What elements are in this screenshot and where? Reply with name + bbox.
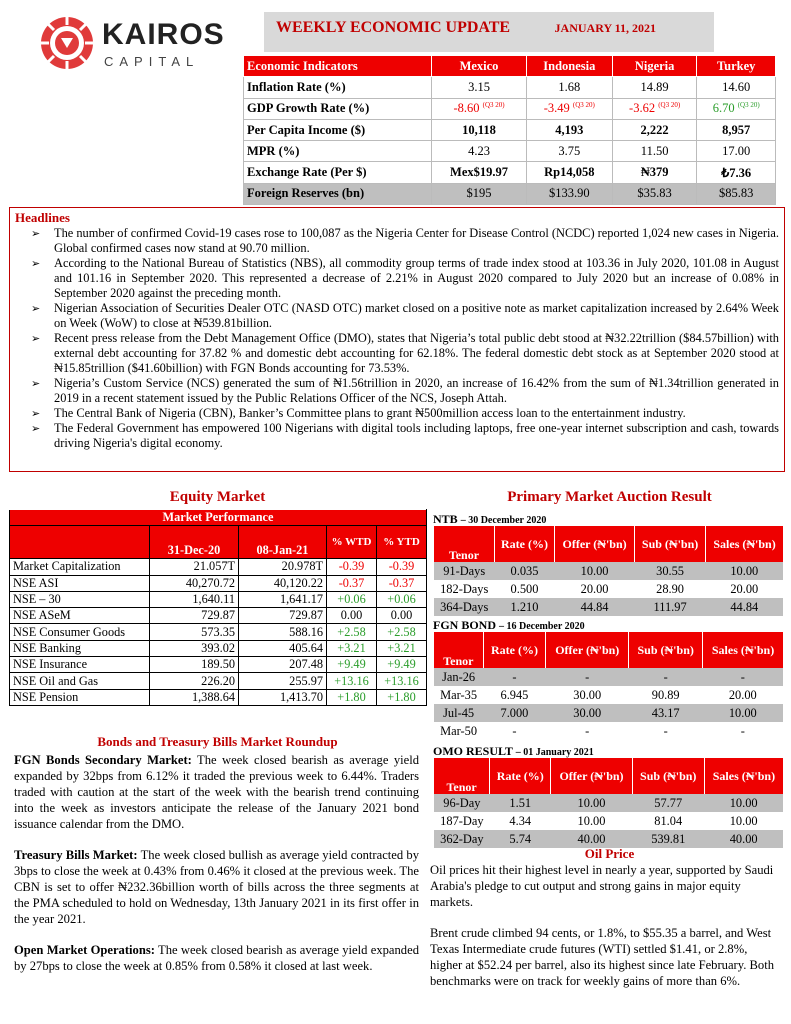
table-cell: 1,388.64 <box>150 689 239 705</box>
cell-suffix: (Q3 20) <box>482 101 505 110</box>
table-cell: 91-Days <box>434 562 494 580</box>
table-cell: +3.21 <box>327 640 377 656</box>
column-header: Nigeria <box>612 56 697 77</box>
cell-value: -8.60 <box>453 101 480 116</box>
table-cell: 111.97 <box>635 598 706 616</box>
table-cell: - <box>546 668 629 686</box>
table-cell: 30.00 <box>546 686 629 704</box>
table-row <box>244 183 776 204</box>
table-row <box>434 722 783 740</box>
headlines-box <box>9 207 785 472</box>
table-cell: 20.00 <box>703 686 783 704</box>
table-cell: 20.978T <box>239 559 327 575</box>
column-header: Rate (%) <box>490 758 551 794</box>
table-cell: 1.51 <box>490 794 551 812</box>
cell-suffix: (Q3 20) <box>658 101 681 110</box>
table-row <box>244 141 776 162</box>
table-row <box>10 591 427 607</box>
table-cell: 21.057T <box>150 559 239 575</box>
headline-item: ➢ The Federal Government has empowered 100 Nigerians with digital tools including laptops, free one-year internet subscription and cash, towards driving Nigeria's digital economy. <box>15 421 779 451</box>
table-cell: 10.00 <box>706 562 783 580</box>
column-header: Sub (₦'bn) <box>632 758 704 794</box>
table-cell: - <box>629 722 703 740</box>
column-header: Sales (₦'bn) <box>706 526 783 562</box>
table-cell: +9.49 <box>327 657 377 673</box>
ntb-auction-table <box>434 526 783 616</box>
ntb-date: – 30 December 2020 <box>460 515 547 526</box>
table-cell: 81.04 <box>632 812 704 830</box>
brand-subtitle: CAPITAL <box>104 54 200 69</box>
table-cell: +3.21 <box>377 640 427 656</box>
fgn-bond-label: FGN BOND <box>433 618 496 632</box>
column-header: Turkey <box>697 56 776 77</box>
table-cell: 187-Day <box>434 812 490 830</box>
cell-value: -3.62 <box>629 101 656 116</box>
omo-result-table <box>434 758 783 848</box>
table-cell: 40,120.22 <box>239 575 327 591</box>
headlines-list <box>15 226 779 451</box>
table-cell: 30.55 <box>635 562 706 580</box>
table-cell <box>612 98 697 119</box>
table-row <box>10 608 427 624</box>
cell-suffix: (Q3 20) <box>737 101 760 110</box>
table-cell: 0.00 <box>327 608 377 624</box>
table-cell: 14.89 <box>612 77 697 98</box>
paragraph-lead: Treasury Bills Market: <box>14 848 138 862</box>
omo-paragraph <box>14 942 419 974</box>
table-cell: - <box>703 668 783 686</box>
table-cell: 96-Day <box>434 794 490 812</box>
column-header: Economic Indicators <box>244 56 432 77</box>
table-cell: 11.50 <box>612 141 697 162</box>
headline-item: ➢ The number of confirmed Covid-19 cases rose to 100,087 as the Nigeria Center for Disease Control (NCDC) reported 1,024 new cases in Nigeria. Global confirmed cases now stand at 90.70 million. <box>15 226 779 256</box>
table-cell: 393.02 <box>150 640 239 656</box>
row-label: NSE – 30 <box>10 591 150 607</box>
ntb-subtitle <box>433 512 546 527</box>
table-cell: +0.06 <box>327 591 377 607</box>
table-cell: $133.90 <box>526 183 612 204</box>
table-cell <box>432 98 527 119</box>
table-cell: 7.000 <box>483 704 546 722</box>
column-header: Rate (%) <box>494 526 554 562</box>
column-header: Indonesia <box>526 56 612 77</box>
kairos-emblem-icon <box>40 16 94 70</box>
column-header: Sales (₦'bn) <box>703 632 783 668</box>
column-header: Sales (₦'bn) <box>704 758 783 794</box>
table-cell: 1.210 <box>494 598 554 616</box>
table-cell: Mar-35 <box>434 686 483 704</box>
headline-item: ➢ Nigerian Association of Securities Dealer OTC (NASD OTC) market closed on a positive note as market capitalization increased by 2.64% Week on Week (WoW) to close at ₦539.81billion. <box>15 301 779 331</box>
table-header-row <box>244 56 776 77</box>
table-cell: 4.34 <box>490 812 551 830</box>
table-row <box>244 162 776 183</box>
table-cell: 14.60 <box>697 77 776 98</box>
table-cell: 40.00 <box>551 830 632 848</box>
table-cell: +9.49 <box>377 657 427 673</box>
fgn-bond-subtitle <box>433 618 585 633</box>
table-cell: 729.87 <box>239 608 327 624</box>
column-header: Tenor <box>434 526 494 562</box>
table-cell: -0.39 <box>327 559 377 575</box>
table-row <box>434 580 783 598</box>
tbills-paragraph <box>14 847 419 927</box>
fgn-bond-auction-table <box>434 632 783 740</box>
table-row <box>10 689 427 705</box>
table-row <box>244 77 776 98</box>
table-row <box>244 119 776 140</box>
column-header: 08-Jan-21 <box>239 526 327 559</box>
primary-market-title: Primary Market Auction Result <box>507 489 712 505</box>
row-label: Foreign Reserves (bn) <box>244 183 432 204</box>
table-row <box>434 686 783 704</box>
column-header: Mexico <box>432 56 527 77</box>
table-subtitle-row <box>10 510 427 526</box>
oil-paragraph: Oil prices hit their highest level in nearly a year, supported by Saudi Arabia's pledge to cut output and strong gains in major equity markets. <box>430 863 774 910</box>
ntb-label: NTB <box>433 512 458 526</box>
table-cell: 44.84 <box>706 598 783 616</box>
table-cell: 90.89 <box>629 686 703 704</box>
column-header <box>10 526 150 559</box>
bonds-paragraph <box>14 752 419 832</box>
table-row <box>434 704 783 722</box>
table-cell: 30.00 <box>546 704 629 722</box>
cell-suffix: (Q3 20) <box>572 101 595 110</box>
paragraph-lead: FGN Bonds Secondary Market: <box>14 753 192 767</box>
table-cell: 20.00 <box>555 580 635 598</box>
table-header-row <box>434 526 783 562</box>
table-cell: 0.500 <box>494 580 554 598</box>
column-header: Tenor <box>434 632 483 668</box>
table-cell: 182-Days <box>434 580 494 598</box>
report-date: JANUARY 11, 2021 <box>554 21 656 35</box>
table-cell: - <box>483 722 546 740</box>
table-cell: +0.06 <box>377 591 427 607</box>
table-cell: +2.58 <box>377 624 427 640</box>
table-cell: 4.23 <box>432 141 527 162</box>
table-row <box>434 812 783 830</box>
omo-result-date: – 01 January 2021 <box>515 747 594 758</box>
table-row <box>10 657 427 673</box>
row-label: NSE Consumer Goods <box>10 624 150 640</box>
headline-item: ➢ Recent press release from the Debt Management Office (DMO), states that Nigeria’s total public debt stood at ₦32.22trillion ($84.57billion) with external debt accounting for 37.82 % and domestic debt accounting for 62.18%. The federal domestic debt stock as at September 2020 stood at ₦15.85trillion ($41.60billion) with FGN Bonds accounting for 73.53%. <box>15 331 779 376</box>
table-cell: +1.80 <box>377 689 427 705</box>
row-label: MPR (%) <box>244 141 432 162</box>
table-cell: 4,193 <box>526 119 612 140</box>
headline-item: ➢ The Central Bank of Nigeria (CBN), Banker’s Committee plans to grant ₦500million access loan to the entertainment industry. <box>15 406 779 421</box>
cell-value: -3.49 <box>543 101 570 116</box>
table-cell: +13.16 <box>377 673 427 689</box>
table-cell: 17.00 <box>697 141 776 162</box>
table-row <box>10 624 427 640</box>
paragraph-text: The week closed bearish as average yield expanded by 32bps from 6.12% it traded the previous week to 6.44%. Traders traded with caution at the start of the week with the bearish trend continuing into the week as investors anticipate the release of the January 2021 bond issuance calendar from the DMO. <box>14 753 420 831</box>
table-cell <box>697 98 776 119</box>
table-cell: Jul-45 <box>434 704 483 722</box>
kairos-logo <box>40 16 250 72</box>
column-header: Offer (₦'bn) <box>546 632 629 668</box>
column-header: % WTD <box>327 526 377 559</box>
row-label: Per Capita Income ($) <box>244 119 432 140</box>
bonds-roundup-title: Bonds and Treasury Bills Market Roundup <box>97 734 338 749</box>
table-cell: $35.83 <box>612 183 697 204</box>
equity-market-table <box>9 509 427 706</box>
table-cell: 1,640.11 <box>150 591 239 607</box>
row-label: GDP Growth Rate (%) <box>244 98 432 119</box>
paragraph-text: The week closed bullish as average yield contracted by 3bps to close the week at 0.43% from 0.46% it closed at the previous week. The CBN is set to offer ₦232.36billion worth of bills across the three segments at the PMA scheduled to hold on Wednesday, 13th January 2021 in its first offer in the year 2021. <box>14 848 420 926</box>
table-cell: 207.48 <box>239 657 327 673</box>
table-row <box>244 98 776 119</box>
table-cell: 43.17 <box>629 704 703 722</box>
table-cell: 1,413.70 <box>239 689 327 705</box>
row-label: NSE Insurance <box>10 657 150 673</box>
table-cell: 189.50 <box>150 657 239 673</box>
row-label: NSE ASI <box>10 575 150 591</box>
table-cell: 44.84 <box>555 598 635 616</box>
table-row <box>10 673 427 689</box>
table-header-row <box>434 632 783 668</box>
headline-item: ➢ Nigeria’s Custom Service (NCS) generated the sum of ₦1.56trillion in 2020, an increase of 16.42% from the sum of ₦1.34trillion generated in 2019 in a recent statement issued by the Public Relations Officer of the NCS, Joseph Attah. <box>15 376 779 406</box>
table-header-row <box>10 526 427 559</box>
column-header: Tenor <box>434 758 490 794</box>
table-cell <box>526 98 612 119</box>
column-header: Rate (%) <box>483 632 546 668</box>
table-cell: 255.97 <box>239 673 327 689</box>
oil-price-title: Oil Price <box>584 846 635 861</box>
table-cell: 3.15 <box>432 77 527 98</box>
table-row <box>434 598 783 616</box>
oil-paragraph: Brent crude climbed 94 cents, or 1.8%, to $55.35 a barrel, and West Texas Intermediate crude futures (WTI) settled $1.41, or 2.8%, higher at $52.24 per barrel, also its highest since late February. Both benchmarks were on track for weekly gains of more than 6%. <box>430 925 775 989</box>
table-cell: 10.00 <box>555 562 635 580</box>
oil-price-text <box>430 862 782 1003</box>
table-cell: 10.00 <box>704 794 783 812</box>
row-label: Market Capitalization <box>10 559 150 575</box>
table-cell: -0.39 <box>377 559 427 575</box>
table-cell: 1,641.17 <box>239 591 327 607</box>
bonds-roundup-text <box>14 752 419 989</box>
table-cell: 8,957 <box>697 119 776 140</box>
report-header <box>264 12 714 52</box>
table-row <box>10 559 427 575</box>
table-cell: 3.75 <box>526 141 612 162</box>
table-cell: 364-Days <box>434 598 494 616</box>
omo-result-label: OMO RESULT <box>433 744 513 758</box>
headline-item: ➢ According to the National Bureau of Statistics (NBS), all commodity group terms of trade index stood at 103.36 in July 2020, 101.08 in August and 101.16 in September 2020. This represented a decrease of 2.21% in August 2020 compared to July 2020 but an increase of 0.08% in September 2020 against the preceding month. <box>15 256 779 301</box>
table-cell: 40,270.72 <box>150 575 239 591</box>
row-label: NSE Pension <box>10 689 150 705</box>
table-cell: 57.77 <box>632 794 704 812</box>
table-cell: 729.87 <box>150 608 239 624</box>
table-cell: 10.00 <box>551 794 632 812</box>
table-cell: 226.20 <box>150 673 239 689</box>
table-cell: 10.00 <box>703 704 783 722</box>
column-header: % YTD <box>377 526 427 559</box>
table-row <box>434 794 783 812</box>
table-cell: 2,222 <box>612 119 697 140</box>
table-cell: +2.58 <box>327 624 377 640</box>
cell-value: 6.70 <box>712 101 735 116</box>
column-header: Sub (₦'bn) <box>635 526 706 562</box>
table-cell: 5.74 <box>490 830 551 848</box>
row-label: NSE Oil and Gas <box>10 673 150 689</box>
table-cell: 10.00 <box>551 812 632 830</box>
column-header: Sub (₦'bn) <box>629 632 703 668</box>
table-cell: 28.90 <box>635 580 706 598</box>
table-cell: ₺7.36 <box>697 162 776 183</box>
table-cell: 405.64 <box>239 640 327 656</box>
table-row <box>434 562 783 580</box>
table-cell: -0.37 <box>377 575 427 591</box>
table-cell: Mex$19.97 <box>432 162 527 183</box>
table-cell: 1.68 <box>526 77 612 98</box>
report-title: WEEKLY ECONOMIC UPDATE <box>276 19 511 36</box>
table-cell: +1.80 <box>327 689 377 705</box>
table-row <box>10 575 427 591</box>
table-cell: - <box>546 722 629 740</box>
table-cell: 20.00 <box>706 580 783 598</box>
table-cell: 588.16 <box>239 624 327 640</box>
paragraph-text: The week closed bearish as average yield expanded by 27bps to close the week at 0.85% from 0.58% it closed at last week. <box>14 943 419 973</box>
table-cell: 0.035 <box>494 562 554 580</box>
column-header: Offer (₦'bn) <box>551 758 632 794</box>
row-label: Exchange Rate (Per $) <box>244 162 432 183</box>
market-performance-title: Market Performance <box>10 510 427 526</box>
table-cell: 362-Day <box>434 830 490 848</box>
table-cell: 0.00 <box>377 608 427 624</box>
column-header: Offer (₦'bn) <box>555 526 635 562</box>
column-header: 31-Dec-20 <box>150 526 239 559</box>
table-cell: Mar-50 <box>434 722 483 740</box>
table-cell: - <box>629 668 703 686</box>
equity-market-title: Equity Market <box>169 489 266 505</box>
table-cell: 10,118 <box>432 119 527 140</box>
economic-indicators-table <box>243 55 776 205</box>
table-cell: 10.00 <box>704 812 783 830</box>
fgn-bond-date: – 16 December 2020 <box>499 621 585 632</box>
table-cell: 539.81 <box>632 830 704 848</box>
paragraph-lead: Open Market Operations: <box>14 943 155 957</box>
table-cell: Jan-26 <box>434 668 483 686</box>
table-cell: $85.83 <box>697 183 776 204</box>
table-row <box>10 640 427 656</box>
omo-result-subtitle <box>433 744 594 759</box>
table-row <box>434 668 783 686</box>
headlines-title: Headlines <box>15 210 70 225</box>
table-cell: Rp14,058 <box>526 162 612 183</box>
table-cell: 40.00 <box>704 830 783 848</box>
table-cell: 6.945 <box>483 686 546 704</box>
table-cell: +13.16 <box>327 673 377 689</box>
row-label: NSE Banking <box>10 640 150 656</box>
table-cell: -0.37 <box>327 575 377 591</box>
brand-name: KAIROS <box>102 18 225 51</box>
table-cell: 573.35 <box>150 624 239 640</box>
row-label: NSE ASeM <box>10 608 150 624</box>
table-header-row <box>434 758 783 794</box>
row-label: Inflation Rate (%) <box>244 77 432 98</box>
table-cell: - <box>703 722 783 740</box>
table-cell: $195 <box>432 183 527 204</box>
table-cell: ₦379 <box>612 162 697 183</box>
table-cell: - <box>483 668 546 686</box>
